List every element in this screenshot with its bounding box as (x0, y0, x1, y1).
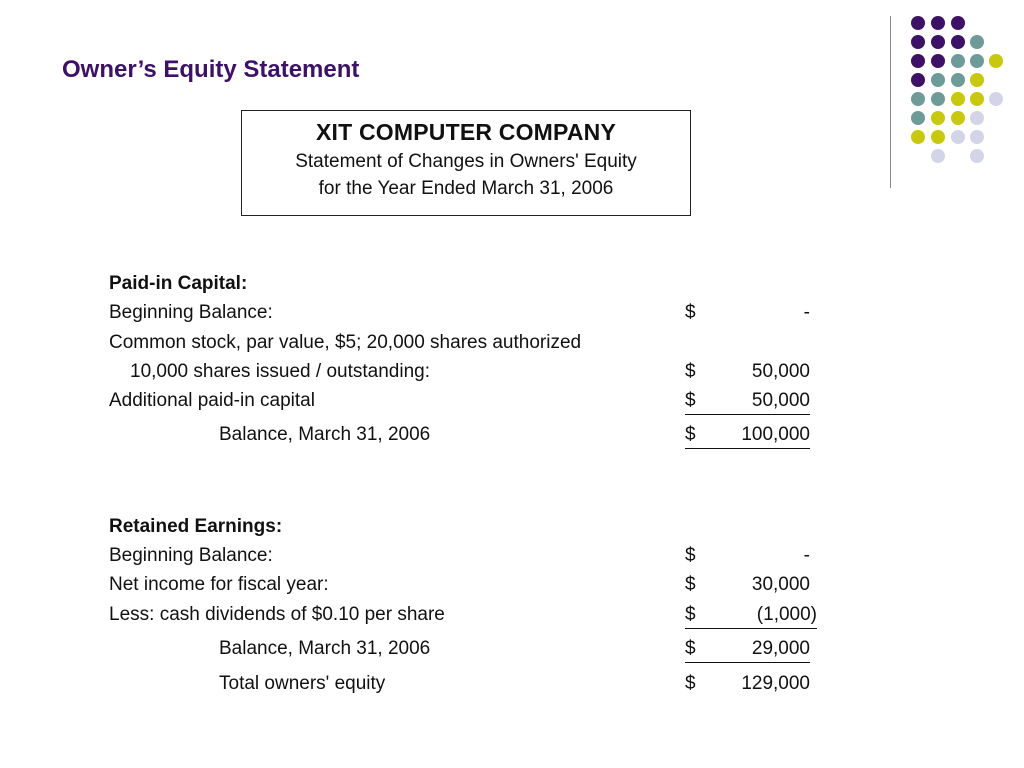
paid-in-capital-heading: Paid-in Capital: (109, 273, 248, 294)
net-income-dollar: $ (685, 574, 696, 595)
statement-period: for the Year Ended March 31, 2006 (318, 178, 614, 199)
apic-value: 50,000 (751, 390, 810, 411)
dot-lavender (970, 130, 984, 144)
dot-purple (911, 73, 925, 87)
dot-yellow (970, 92, 984, 106)
dot-yellow (911, 130, 925, 144)
paid-in-beginning-dollar: $ (685, 302, 696, 323)
dot-yellow (931, 130, 945, 144)
decorative-divider (890, 16, 891, 188)
total-rule (685, 448, 810, 449)
dot-purple (951, 16, 965, 30)
common-stock-value: 50,000 (751, 361, 810, 382)
dot-lavender (970, 111, 984, 125)
retained-balance-value: 29,000 (751, 638, 810, 659)
dot-yellow (989, 54, 1003, 68)
apic-label: Additional paid-in capital (109, 390, 315, 411)
statement-name: Statement of Changes in Owners' Equity (295, 151, 637, 172)
statement-header-box (241, 110, 691, 216)
dot-teal (970, 35, 984, 49)
retained-balance-label: Balance, March 31, 2006 (219, 638, 431, 659)
net-income-value: 30,000 (751, 574, 810, 595)
common-stock-dollar: $ (685, 361, 696, 382)
total-equity-dollar: $ (685, 673, 696, 694)
dot-teal (970, 54, 984, 68)
paid-in-beginning-label: Beginning Balance: (109, 302, 273, 323)
dot-purple (931, 16, 945, 30)
retained-earnings-heading: Retained Earnings: (109, 516, 283, 537)
dividends-value: (1,000) (756, 604, 817, 625)
dot-yellow (951, 111, 965, 125)
retained-balance-dollar: $ (685, 638, 696, 659)
common-stock-label-line1: Common stock, par value, $5; 20,000 shares authorized (109, 332, 582, 353)
apic-dollar: $ (685, 390, 696, 411)
dividends-dollar: $ (685, 604, 696, 625)
dot-purple (951, 35, 965, 49)
net-income-label: Net income for fiscal year: (109, 574, 329, 595)
retained-beginning-dollar: $ (685, 545, 696, 566)
subtotal-rule (685, 414, 810, 415)
dot-yellow (931, 111, 945, 125)
dot-purple (931, 54, 945, 68)
paid-in-balance-label: Balance, March 31, 2006 (219, 424, 431, 445)
dot-teal (931, 73, 945, 87)
retained-beginning-label: Beginning Balance: (109, 545, 273, 566)
dot-purple (911, 54, 925, 68)
dot-teal (911, 92, 925, 106)
company-name: XIT COMPUTER COMPANY (315, 119, 617, 145)
dot-lavender (989, 92, 1003, 106)
retained-beginning-value: - (803, 545, 810, 566)
dividends-label: Less: cash dividends of $0.10 per share (109, 604, 445, 625)
total-rule (685, 662, 810, 663)
dot-purple (911, 35, 925, 49)
total-equity-label: Total owners' equity (219, 673, 386, 694)
dot-lavender (970, 149, 984, 163)
dot-yellow (951, 92, 965, 106)
dot-teal (911, 111, 925, 125)
paid-in-balance-dollar: $ (685, 424, 696, 445)
total-equity-value: 129,000 (741, 673, 810, 694)
dot-purple (911, 16, 925, 30)
dot-yellow (970, 73, 984, 87)
dot-purple (931, 35, 945, 49)
dot-lavender (951, 130, 965, 144)
dot-teal (951, 54, 965, 68)
subtotal-rule (685, 628, 817, 629)
dot-teal (951, 73, 965, 87)
dot-teal (931, 92, 945, 106)
slide-title: Owner’s Equity Statement (62, 56, 360, 83)
common-stock-label-line2: 10,000 shares issued / outstanding: (130, 361, 430, 382)
dot-lavender (931, 149, 945, 163)
paid-in-balance-value: 100,000 (741, 424, 810, 445)
paid-in-beginning-value: - (803, 302, 810, 323)
